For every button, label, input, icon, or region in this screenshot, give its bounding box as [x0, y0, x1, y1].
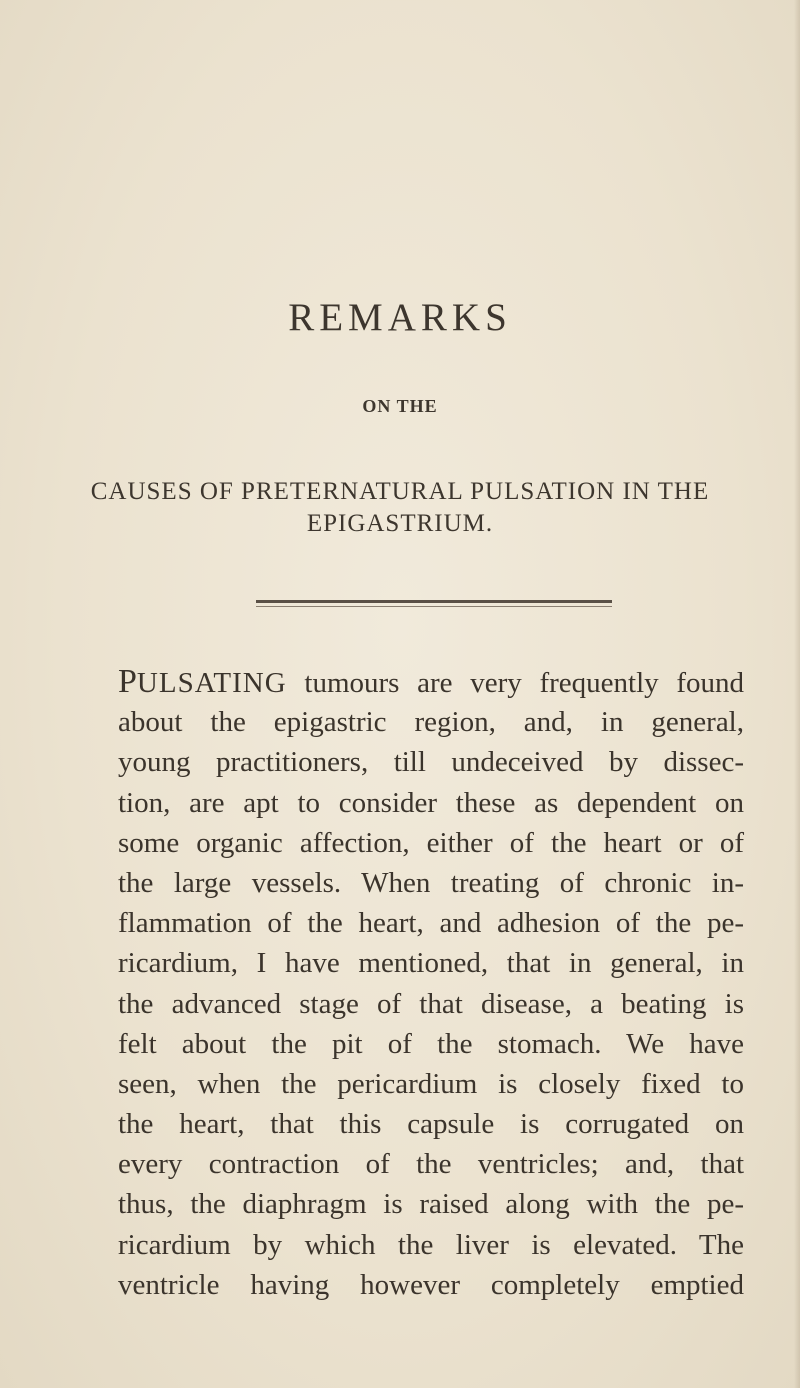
initial-capital: P — [118, 663, 137, 700]
text-line: the advanced stage of that disease, a beating is — [118, 987, 744, 1020]
text-line: about the epigastric region, and, in general, — [118, 706, 744, 739]
body-paragraph — [118, 662, 744, 1305]
subtitle — [0, 476, 800, 540]
subtitle-line-2: EPIGASTRIUM. — [306, 510, 494, 537]
page-edge-shadow — [794, 0, 800, 1388]
text-line: the heart, that this capsule is corrugated on — [118, 1108, 744, 1141]
text-line: felt about the pit of the stomach. We have — [118, 1027, 744, 1060]
text-line-content: tumours are very frequently found — [286, 667, 744, 699]
text-line: ricardium by which the liver is elevated. The — [118, 1228, 744, 1261]
title-connector: ON THE — [362, 396, 438, 416]
text-line: every contraction of the ventricles; and, that — [118, 1148, 744, 1181]
text-line — [118, 662, 744, 702]
first-word-smallcaps: ULSATING — [136, 667, 287, 699]
decorative-rule-thin — [256, 606, 612, 607]
text-line: tion, are apt to consider these as dependent on — [118, 786, 744, 819]
text-line: the large vessels. When treating of chronic in- — [118, 866, 744, 899]
text-line: flammation of the heart, and adhesion of the pe- — [118, 907, 744, 940]
text-line: thus, the diaphragm is raised along with the pe- — [118, 1188, 744, 1221]
main-title: REMARKS — [288, 296, 512, 339]
text-line: young practitioners, till undeceived by dissec- — [118, 746, 744, 779]
decorative-rule — [256, 600, 612, 603]
text-line: ricardium, I have mentioned, that in general, in — [118, 947, 744, 980]
text-line: some organic affection, either of the heart or of — [118, 826, 744, 859]
text-line: ventricle having however completely emptied — [118, 1268, 744, 1301]
text-line: seen, when the pericardium is closely fixed to — [118, 1067, 744, 1100]
subtitle-line-1: CAUSES OF PRETERNATURAL PULSATION IN THE — [90, 478, 710, 505]
